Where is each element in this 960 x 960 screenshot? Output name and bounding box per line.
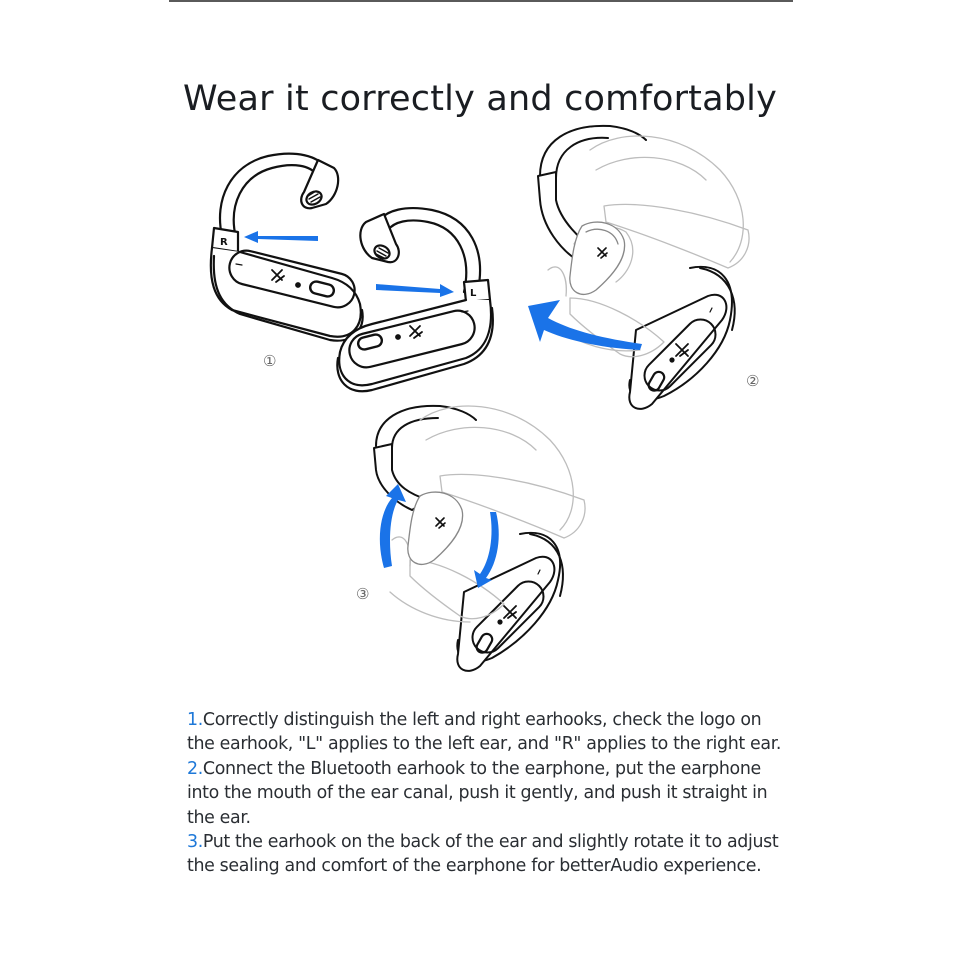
svg-text:R: R	[220, 237, 228, 248]
instruction-text: Correctly distinguish the left and right earhooks, check the logo on the earhook, "L" applies to the left ear, and "R" applies to the right ear.	[187, 710, 782, 755]
instruction-number: 1.	[187, 710, 203, 730]
right-earhook	[211, 154, 363, 341]
instruction-number: 2.	[187, 758, 203, 779]
arrow-left-icon	[244, 231, 318, 243]
page-title: Wear it correctly and comfortably	[182, 79, 777, 120]
arrow-right-icon	[376, 284, 454, 297]
instruction-number: 3.	[187, 832, 203, 853]
step-marker-3: ③	[356, 585, 370, 603]
step1-earhooks-illustration	[211, 154, 493, 392]
step3-ear-illustration	[374, 406, 585, 671]
step2-ear-illustration	[538, 126, 749, 409]
step2-rotate-arrow-icon	[528, 300, 642, 350]
instruction-text: Connect the Bluetooth earhook to the earphone, put the earphone into the mouth of the ear canal, push it gently, and push it straight in the ear.	[187, 758, 768, 828]
instruction-item-3	[187, 830, 787, 879]
instruction-item-2	[187, 757, 787, 830]
left-earhook	[337, 208, 493, 391]
rotate-up-arrow-icon	[380, 484, 406, 568]
instruction-text: Put the earhook on the back of the ear and slightly rotate it to adjust the sealing and comfort of the earphone for betterAudio experience.	[187, 832, 779, 877]
step-marker-2: ②	[746, 372, 760, 390]
step-marker-1: ①	[263, 352, 277, 370]
instruction-item-1	[187, 708, 787, 757]
svg-text:L: L	[470, 288, 477, 299]
instructions-list	[187, 708, 787, 879]
